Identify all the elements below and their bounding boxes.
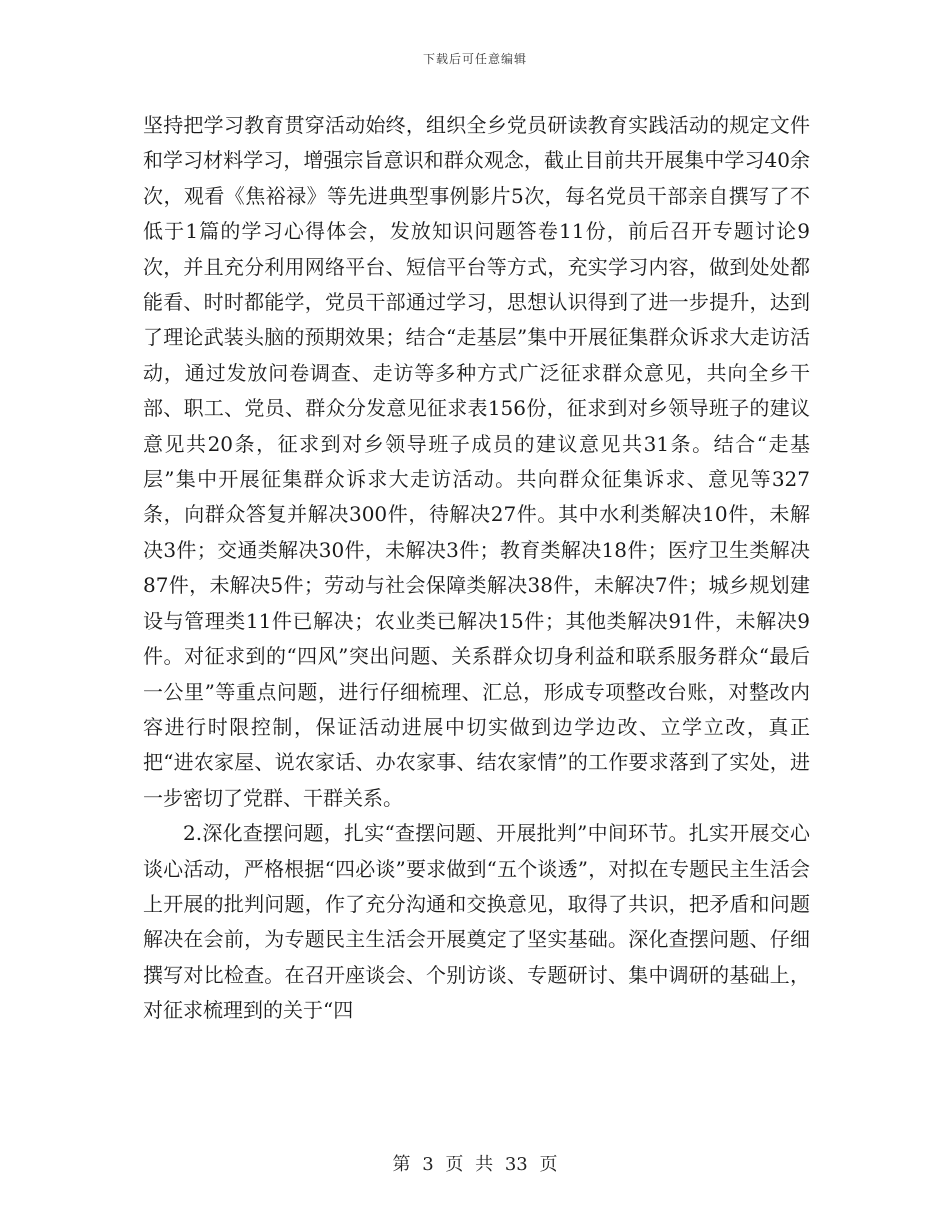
body-paragraph: 坚持把学习教育贯穿活动始终，组织全乡党员研读教育实践活动的规定文件和学习材料学习，增强宗旨意识和群众观念，截止目前共开展集中学习40余次，观看《焦裕禄》等先进典型事例影片5次，每名党员干部亲自撰写了不低于1篇的学习心得体会，发放知识问题答卷11份，前后召开专题讨论9次，并且充分利用网络平台、短信平台等方式，充实学习内容，做到处处都能看、时时都能学，党员干部通过学习，思想认识得到了进一步提升，达到了理论武装头脑的预期效果；结合“走基层”集中开展征集群众诉求大走访活动，通过发放问卷调查、走访等多种方式广泛征求群众意见，共向全乡干部、职工、党员、群众分发意见征求表156份，征求到对乡领导班子的建议意见共20条，征求到对乡领导班子成员的建议意见共31条。结合“走基层”集中开展征集群众诉求大走访活动。共向群众征集诉求、意见等327条，向群众答复并解决300件，待解决27件。其中水利类解决10件，未解决3件；交通类解决30件，未解决3件；教育类解决18件；医疗卫生类解决87件，未解决5件；劳动与社会保障类解决38件，未解决7件；城乡规划建设与管理类11件已解决；农业类已解决15件；其他类解决91件，未解决9件。对征求到的“四风”突出问题、关系群众切身利益和联系服务群众“最后一公里”等重点问题，进行仔细梳理、汇总，形成专项整改台账，对整改内容进行时限控制，保证活动进展中切实做到边学边改、立学立改，真正把“进农家屋、说农家话、办农家事、结农家情”的工作要求落到了实处，进一步密切了党群、干群关系。 <box>143 113 810 810</box>
document-body <box>143 108 810 1029</box>
page-number-footer: 第 3 页 共 33 页 <box>392 1154 558 1175</box>
body-paragraph: 2.深化查摆问题，扎实“查摆问题、开展批判”中间环节。扎实开展交心谈心活动，严格根据“四必谈”要求做到“五个谈透”，对拟在专题民主生活会上开展的批判问题，作了充分沟通和交换意见，取得了共识，把矛盾和问题解决在会前，为专题民主生活会开展奠定了坚实基础。深化查摆问题、仔细撰写对比检查。在召开座谈会、个别访谈、专题研讨、集中调研的基础上，对征求梳理到的关于“四 <box>143 821 810 1023</box>
page-header: 下载后可任意编辑 <box>422 52 527 66</box>
